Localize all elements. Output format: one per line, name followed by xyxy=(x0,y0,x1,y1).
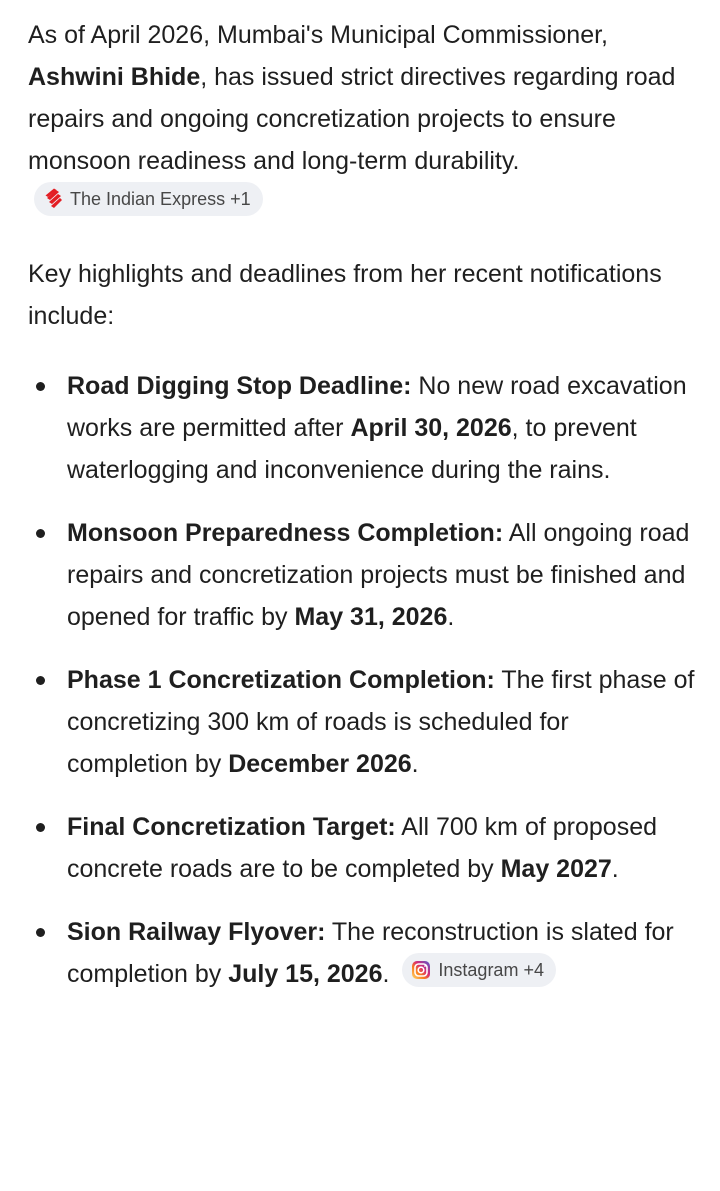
highlight-text-end: . xyxy=(411,750,419,778)
highlight-title: Monsoon Preparedness Completion: xyxy=(67,519,504,547)
highlight-text: The first phase of concretizing 300 km of roads is scheduled for completion by xyxy=(67,666,695,778)
highlight-deadline: May 31, 2026 xyxy=(294,603,448,631)
highlight-text-end: . xyxy=(382,960,390,988)
list-item xyxy=(28,512,696,638)
commissioner-name: Ashwini Bhide xyxy=(28,63,201,91)
list-item xyxy=(28,659,696,785)
highlight-text: All 700 km of proposed concrete roads are to be completed by xyxy=(67,813,658,883)
highlight-text-end: . xyxy=(611,855,619,883)
highlight-deadline: April 30, 2026 xyxy=(350,414,512,442)
highlight-deadline: July 15, 2026 xyxy=(228,960,383,988)
instagram-logo-icon xyxy=(410,959,432,981)
highlight-text-end: , to prevent waterlogging and inconvenience during the rains. xyxy=(67,414,637,484)
indian-express-logo-icon xyxy=(42,188,64,210)
highlight-text-end: . xyxy=(447,603,455,631)
highlight-deadline: December 2026 xyxy=(228,750,412,778)
highlight-title: Road Digging Stop Deadline: xyxy=(67,372,412,400)
highlight-title: Final Concretization Target: xyxy=(67,813,396,841)
intro-text-before: As of April 2026, Mumbai's Municipal Commissioner, xyxy=(28,21,609,49)
highlight-text: All ongoing road repairs and concretization projects must be finished and opened for traffic by xyxy=(67,519,690,631)
list-item xyxy=(28,911,696,995)
highlight-title: Phase 1 Concretization Completion: xyxy=(67,666,495,694)
highlight-text: No new road excavation works are permitted after xyxy=(67,372,687,442)
highlight-deadline: May 2027 xyxy=(500,855,612,883)
lead-paragraph: Key highlights and deadlines from her recent notifications include: xyxy=(28,260,662,330)
source-chip-indian-express[interactable] xyxy=(34,182,263,216)
source-chip-label: Instagram +4 xyxy=(438,960,544,980)
list-item xyxy=(28,365,696,491)
highlight-title: Sion Railway Flyover: xyxy=(67,918,326,946)
list-item xyxy=(28,806,696,890)
intro-paragraph xyxy=(28,14,696,225)
highlights-list xyxy=(28,365,696,995)
intro-text-after: , has issued strict directives regarding road repairs and ongoing concretization projects to ensure monsoon readiness and long-term durability. xyxy=(28,63,676,175)
source-chip-instagram[interactable] xyxy=(402,953,556,987)
highlight-text: The reconstruction is slated for completion by xyxy=(67,918,674,988)
source-chip-label: The Indian Express +1 xyxy=(70,189,251,209)
